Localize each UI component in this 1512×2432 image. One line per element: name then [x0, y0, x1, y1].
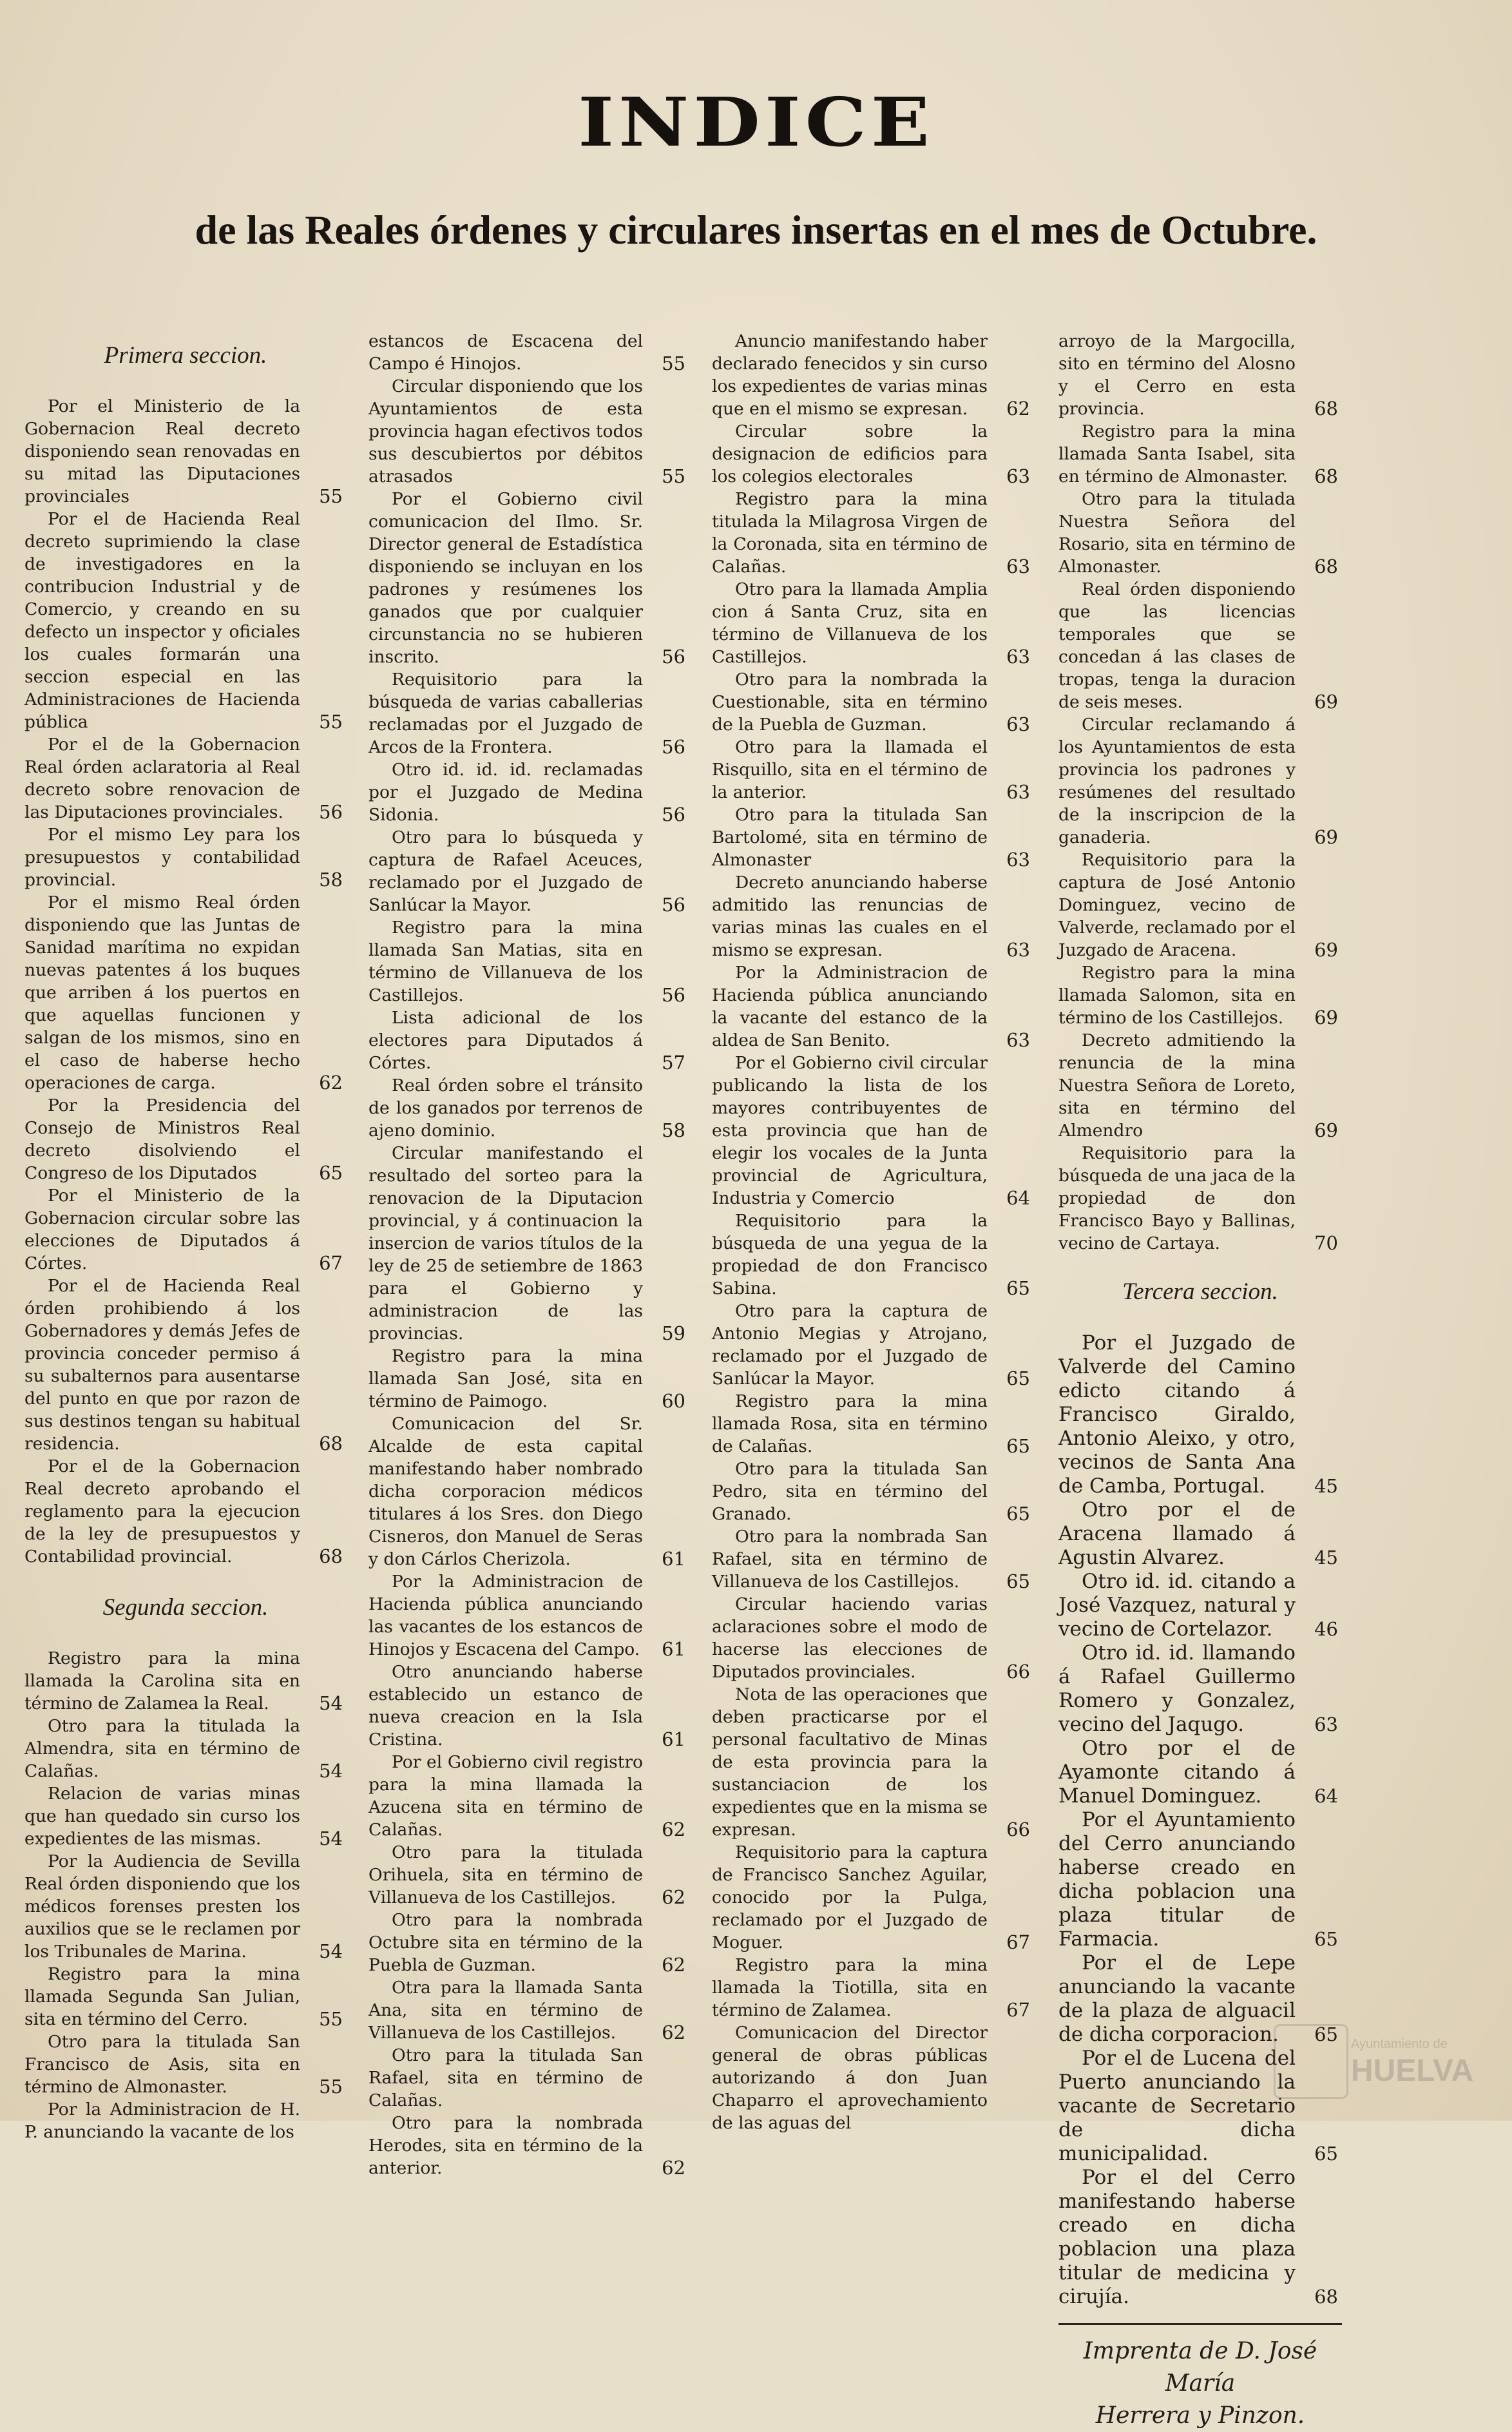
- page-number: 65: [1006, 1277, 1030, 1299]
- page-number: 63: [1006, 939, 1030, 961]
- index-entry: [24, 891, 347, 1094]
- index-entry: [1058, 1737, 1342, 1808]
- entry-text: Requisitorio para la captura de Francisco Sanchez Aguilar, conocido por la Pulga, reclamado por el Juzgado de Moguer.: [712, 1842, 988, 1953]
- page-number: 45: [1314, 1475, 1338, 1497]
- index-entry: [24, 1184, 347, 1275]
- index-entry: [712, 1841, 1034, 1954]
- entry-text: Otro para la nombrada Octubre sita en término de la Puebla de Guzman.: [368, 1910, 643, 1975]
- entry-text: Otro para lo búsqueda y captura de Rafael Aceuces, reclamado por el Juzgado de Sanlúcar la Mayor.: [368, 827, 643, 915]
- page-number: 68: [319, 1545, 343, 1567]
- entry-text: Otro por el de Aracena llamado á Agustin Alvarez.: [1058, 1498, 1296, 1569]
- entry-text: Por el del Cerro manifestando haberse creado en dicha poblacion una plaza titular de medicina y cirujía.: [1058, 2166, 1296, 2308]
- index-entry: [712, 668, 1034, 736]
- entries-col3: [712, 330, 1034, 2134]
- entry-text: Por la Presidencia del Consejo de Ministros Real decreto disolviendo el Congreso de los Diputados: [24, 1095, 300, 1183]
- index-entry: [712, 1210, 1034, 1300]
- entry-text: Otro id. id. id. reclamadas por el Juzgado de Medina Sidonia.: [368, 760, 643, 825]
- entry-text: Otro para la titulada San Rafael, sita en término de Calañas.: [368, 2045, 643, 2110]
- entry-text: Otro para la nombrada San Rafael, sita en término de Villanueva de los Castillejos.: [712, 1527, 988, 1592]
- index-entry: [368, 1661, 689, 1751]
- page-number: 62: [1006, 398, 1030, 420]
- entries-segunda: [24, 1647, 347, 2143]
- index-entry: [712, 1593, 1034, 1683]
- entry-text: Por el de la Gobernacion Real órden aclaratoria al Real decreto sobre renovacion de las Diputaciones provinciales.: [24, 735, 300, 822]
- page-title: INDICE: [578, 82, 934, 162]
- entry-text: estancos de Escacena del Campo é Hinojos.: [368, 331, 643, 374]
- index-entry: [712, 1458, 1034, 1525]
- index-entry: [712, 1683, 1034, 1841]
- entries-tercera: [1058, 1331, 1342, 2309]
- column-4: [1058, 330, 1342, 2432]
- page-number: 55: [662, 352, 685, 374]
- entry-text: Requisitorio para la captura de José Antonio Dominguez, vecino de Valverde, reclamado por el Juzgado de Aracena.: [1058, 850, 1296, 960]
- index-entry: [712, 1525, 1034, 1593]
- page-number: 69: [1314, 939, 1338, 961]
- page-number: 62: [662, 2157, 685, 2179]
- page-number: 56: [662, 736, 685, 758]
- entry-text: Por el de la Gobernacion Real decreto aprobando el reglamento para la ejecucion de la ley de presupuestos y Contabilidad provincial.: [24, 1456, 300, 1567]
- section-heading-primera: Primera seccion.: [104, 342, 267, 369]
- column-1: [24, 330, 347, 2143]
- entry-text: Circular sobre la designacion de edificios para los colegios electorales: [712, 421, 988, 487]
- page-number: 70: [1314, 1232, 1338, 1254]
- page-number: 62: [319, 1072, 343, 1094]
- entry-text: Nota de las operaciones que deben practicarse por el personal facultativo de Minas de esta provincia para la sustanciacion de los expedientes que en la misma se expresan.: [712, 1684, 988, 1840]
- index-entry: [368, 826, 689, 916]
- page-number: 69: [1314, 1119, 1338, 1141]
- index-entry: [24, 1850, 347, 1963]
- entry-text: Otro para la titulada Orihuela, sita en término de Villanueva de los Castillejos.: [368, 1842, 643, 1907]
- index-entry: [368, 1841, 689, 1909]
- page-number: 63: [1006, 713, 1030, 735]
- index-entry: [368, 1007, 689, 1074]
- page-number: 62: [662, 2022, 685, 2043]
- entry-text: Por el de Hacienda Real decreto suprimiendo la clase de investigadores en la contribucion Industrial y de Comercio, y creando en su defecto un inspector y oficiales los cuales formarán una seccion especial en las Administraciones de Hacienda pública: [24, 509, 300, 732]
- page-number: 69: [1314, 691, 1338, 713]
- index-entry: [1058, 420, 1342, 488]
- entry-text: Otro para la titulada San Bartolomé, sita en término de Almonaster: [712, 805, 988, 870]
- entry-text: Circular disponiendo que los Ayuntamientos de esta provincia hagan efectivos todos sus descubiertos por débitos atrasados: [368, 376, 643, 487]
- entry-text: Decreto admitiendo la renuncia de la mina Nuestra Señora de Loreto, sita en término del Almendro: [1058, 1030, 1296, 1141]
- entry-text: Requisitorio para la búsqueda de una yegua de la propiedad de don Francisco Sabina.: [712, 1211, 988, 1298]
- index-entry: [368, 375, 689, 488]
- page-number: 63: [1006, 1029, 1030, 1051]
- index-entry: [24, 1963, 347, 2031]
- page-number: 62: [662, 1954, 685, 1976]
- page-number: 64: [1006, 1187, 1030, 1209]
- index-entry: [1058, 1808, 1342, 1951]
- index-entry: [712, 1954, 1034, 2022]
- entry-text: Por la Administracion de Hacienda pública anunciando las vacantes de los estancos de Hinojos y Escacena del Campo.: [368, 1572, 643, 1659]
- entry-text: Otro para la titulada San Francisco de Asis, sita en término de Almonaster.: [24, 2032, 300, 2097]
- entry-text: Comunicacion del Sr. Alcalde de esta capital manifestando haber nombrado dicha corporacion médicos titulares á los Sres. don Diego Cisneros, don Manuel de Seras y don Cárlos Cherizola.: [368, 1414, 643, 1569]
- page-number: 66: [1006, 1819, 1030, 1840]
- entry-text: Circular manifestando el resultado del sorteo para la renovacion de la Diputacion provincial, y á continuacion la insercion de varios títulos de la ley de 25 de setiembre de 1863 para el Gobierno y administracion de las provincias.: [368, 1143, 643, 1344]
- entry-text: Por el de Lepe anunciando la vacante de la plaza de alguacil de dicha corporacion.: [1058, 1951, 1296, 2046]
- page-number: 63: [1006, 849, 1030, 871]
- index-entry: [712, 1052, 1034, 1210]
- entry-text: Por el Ministerio de la Gobernacion Real decreto disponiendo sean renovadas en su mitad las Diputaciones provinciales: [24, 396, 300, 507]
- entry-text: Por el mismo Real órden disponiendo que las Juntas de Sanidad marítima no expidan nuevas patentes á los buques que arriben á los puertos en que aquellas funcionen y salgan de los mismos, sino en el caso de haberse hecho operaciones de carga.: [24, 893, 300, 1093]
- index-entry: [1058, 961, 1342, 1029]
- page-number: 58: [662, 1119, 685, 1141]
- page-number: 67: [319, 1252, 343, 1274]
- index-entry: [712, 330, 1034, 420]
- page-number: 68: [319, 1433, 343, 1454]
- page-number: 63: [1006, 465, 1030, 487]
- watermark-small-text: Ayuntamiento de: [1351, 2037, 1448, 2051]
- page-number: 68: [1314, 398, 1338, 420]
- entry-text: Otro id. id. llamando á Rafael Guillermo Romero y Gonzalez, vecino del Jaqugo.: [1058, 1641, 1296, 1736]
- index-entry: [24, 1782, 347, 1850]
- entry-text: Registro para la mina llamada San José, sita en término de Paimogo.: [368, 1346, 643, 1411]
- index-entry: [712, 871, 1034, 961]
- page-number: 65: [1314, 2143, 1338, 2165]
- index-entry: [368, 668, 689, 758]
- entry-text: arroyo de la Margocilla, sito en término del Alosno y el Cerro en esta provincia.: [1058, 331, 1296, 419]
- page-number: 55: [319, 711, 343, 733]
- entry-text: Otro id. id. citando a José Vazquez, natural y vecino de Cortelazor.: [1058, 1570, 1296, 1641]
- entry-text: Registro para la mina llamada Salomon, sita en término de los Castillejos.: [1058, 963, 1296, 1028]
- entries-col2: [368, 330, 689, 2179]
- divider-rule: [1058, 2323, 1342, 2325]
- entry-text: Requisitorio para la búsqueda de varias caballerias reclamadas por el Juzgado de Arcos de la Frontera.: [368, 670, 643, 757]
- archive-watermark: [1274, 2024, 1473, 2095]
- printer-line-1: Imprenta de D. José María: [1083, 2338, 1317, 2397]
- entry-text: Por el de Lucena del Puerto anunciando la vacante de Secretario de dicha municipalidad.: [1058, 2047, 1296, 2165]
- page-number: 66: [1006, 1661, 1030, 1683]
- index-entry: [368, 1413, 689, 1570]
- index-entry: [712, 804, 1034, 871]
- entry-text: Otro para la nombrada la Cuestionable, sita en término de la Puebla de Guzman.: [712, 670, 988, 735]
- entries-primera: [24, 395, 347, 1568]
- entry-text: Requisitorio para la búsqueda de una jaca de la propiedad de don Francisco Bayo y Ballinas, vecino de Cartaya.: [1058, 1143, 1296, 1253]
- entry-text: Por el mismo Ley para los presupuestos y contabilidad provincial.: [24, 825, 300, 890]
- entries-col4: [1058, 330, 1342, 1255]
- entry-text: Por la Audiencia de Sevilla Real órden disponiendo que los médicos forenses presten los auxilios que se le reclamen por los Tribunales de Marina.: [24, 1851, 300, 1962]
- printer-line-2: Herrera y Pinzon.: [1095, 2402, 1305, 2429]
- page-number: 56: [662, 984, 685, 1006]
- column-2: [368, 330, 689, 2179]
- entry-text: Registro para la mina llamada Segunda San Julian, sita en término del Cerro.: [24, 1964, 300, 2029]
- entry-text: Registro para la mina titulada la Milagrosa Virgen de la Coronada, sita en término de Calañas.: [712, 489, 988, 577]
- index-entry: [368, 1570, 689, 1661]
- index-entry: [368, 1074, 689, 1142]
- entry-text: Circular reclamando á los Ayuntamientos de esta provincia los padrones y resúmenes del resultado de la inscripcion de la ganaderia.: [1058, 715, 1296, 847]
- page-number: 61: [662, 1638, 685, 1660]
- entry-text: Registro para la mina llamada Rosa, sita en término de Calañas.: [712, 1391, 988, 1456]
- page-number: 63: [1006, 646, 1030, 668]
- entry-text: Real órden sobre el tránsito de los ganados por terrenos de ajeno dominio.: [368, 1076, 643, 1141]
- page-number: 62: [662, 1819, 685, 1840]
- entry-text: Otro para la titulada la Almendra, sita en término de Calañas.: [24, 1716, 300, 1781]
- page-number: 67: [1006, 1931, 1030, 1953]
- entry-text: Anuncio manifestando haber declarado fenecidos y sin curso los expedientes de varias minas que en el mismo se expresan.: [712, 331, 988, 419]
- page-number: 68: [1314, 555, 1338, 577]
- entry-text: Relacion de varias minas que han quedado sin curso los expedientes de las mismas.: [24, 1784, 300, 1849]
- index-entry: [1058, 488, 1342, 578]
- entry-text: Otro para la captura de Antonio Megias y Atrojano, reclamado por el Juzgado de Sanlúcar la Mayor.: [712, 1301, 988, 1389]
- page-number: 56: [319, 801, 343, 823]
- entry-text: Decreto anunciando haberse admitido las renuncias de varias minas las cuales en el mismo se expresan.: [712, 873, 988, 960]
- index-entry: [24, 508, 347, 733]
- page-number: 69: [1314, 826, 1338, 848]
- index-entry: [368, 758, 689, 826]
- index-entry: [1058, 1142, 1342, 1255]
- page-number: 56: [662, 646, 685, 668]
- page-number: 57: [662, 1052, 685, 1074]
- page-number: 62: [662, 1886, 685, 1908]
- page-number: 56: [662, 894, 685, 916]
- entry-text: Por el Juzgado de Valverde del Camino edicto citando á Francisco Giraldo, Antonio Aleixo, y otro, vecinos de Santa Ana de Camba, Portugal.: [1058, 1331, 1296, 1498]
- index-entry: [24, 1647, 347, 1715]
- index-entry: [1058, 578, 1342, 713]
- index-entry: [712, 736, 1034, 804]
- page-number: 61: [662, 1548, 685, 1570]
- page-number: 68: [1314, 2286, 1338, 2308]
- entry-text: Otro anunciando haberse establecido un estanco de nueva creacion en la Isla Cristina.: [368, 1662, 643, 1750]
- index-entry: [712, 1300, 1034, 1390]
- index-entry: [368, 488, 689, 668]
- index-entry: [368, 2112, 689, 2179]
- entry-text: Registro para la mina llamada Santa Isabel, sita en término de Almonaster.: [1058, 421, 1296, 487]
- entry-text: Por la Administracion de Hacienda pública anunciando la vacante del estanco de la aldea de San Benito.: [712, 963, 988, 1050]
- page-number: 65: [319, 1162, 343, 1184]
- entry-text: Registro para la mina llamada la Tiotilla, sita en término de Zalamea.: [712, 1955, 988, 2020]
- index-entry: [1058, 1570, 1342, 1641]
- entry-text: Por el Ministerio de la Gobernacion circular sobre las elecciones de Diputados á Córtes.: [24, 1186, 300, 1273]
- page-number: 55: [319, 2008, 343, 2030]
- index-entry: [368, 1345, 689, 1413]
- index-entry: [712, 1390, 1034, 1458]
- page-number: 46: [1314, 1618, 1338, 1640]
- index-entry: [712, 488, 1034, 578]
- entry-text: Otro para la nombrada Herodes, sita en término de la anterior.: [368, 2113, 643, 2178]
- index-entry: [24, 395, 347, 508]
- index-entry: [712, 578, 1034, 668]
- entry-text: Por el Ayuntamiento del Cerro anunciando haberse creado en dicha poblacion una plaza titular de Farmacia.: [1058, 1808, 1296, 1951]
- page-number: 45: [1314, 1547, 1338, 1568]
- page-number: 55: [319, 485, 343, 507]
- page-number: 54: [319, 1828, 343, 1849]
- page-number: 61: [662, 1728, 685, 1750]
- index-entry: [24, 2031, 347, 2098]
- entry-text: Otra para la llamada Santa Ana, sita en término de Villanueva de los Castillejos.: [368, 1978, 643, 2043]
- index-entry: [24, 1275, 347, 1455]
- index-entry: [24, 1715, 347, 1782]
- page-number: 69: [1314, 1007, 1338, 1028]
- entry-text: Otro para la llamada el Risquillo, sita en el término de la anterior.: [712, 737, 988, 802]
- page-number: 59: [662, 1322, 685, 1344]
- page-number: 55: [319, 2076, 343, 2098]
- index-entry: [1058, 1331, 1342, 1498]
- page-number: 64: [1314, 1785, 1338, 1807]
- entry-text: Por el Gobierno civil comunicacion del Ilmo. Sr. Director general de Estadística disponiendo se incluyan en los padrones y resúmenes los ganados que por cualquier circunstancia no se hubieren inscrito.: [368, 489, 643, 667]
- index-entry: [24, 1455, 347, 1568]
- page-number: 63: [1006, 555, 1030, 577]
- page-subtitle: de las Reales órdenes y circulares insertas en el mes de Octubre.: [195, 207, 1317, 253]
- index-entry: [368, 2044, 689, 2112]
- page-number: 58: [319, 869, 343, 891]
- coat-of-arms-icon: [1274, 2024, 1348, 2099]
- page-number: 56: [662, 804, 685, 825]
- index-entry: [368, 330, 689, 375]
- page-number: 55: [662, 465, 685, 487]
- page-number: 54: [319, 1692, 343, 1714]
- page-number: 67: [1006, 1999, 1030, 2021]
- index-entry: [368, 1142, 689, 1345]
- entry-text: Por el Gobierno civil registro para la mina llamada la Azucena sita en término de Calañas.: [368, 1752, 643, 1840]
- entry-text: Por el Gobierno civil circular publicando la lista de los mayores contribuyentes de esta provincia que han de elegir los vocales de la Junta provincial de Agricultura, Industria y Comercio: [712, 1053, 988, 1208]
- index-entry: [368, 1976, 689, 2044]
- index-entry: [1058, 713, 1342, 849]
- page-number: 65: [1006, 1503, 1030, 1525]
- entry-text: Por el de Hacienda Real órden prohibiendo á los Gobernadores y demás Jefes de provincia conceder permiso á su subalternos para ausentarse del punto en que por razon de sus destinos tengan su habitual residencia.: [24, 1276, 300, 1454]
- page-number: 65: [1006, 1435, 1030, 1457]
- column-3: [712, 330, 1034, 2134]
- entry-text: Otro por el de Ayamonte citando á Manuel Dominguez.: [1058, 1737, 1296, 1808]
- page-number: 65: [1314, 2023, 1338, 2045]
- index-entry: [368, 916, 689, 1007]
- page-number: 54: [319, 1940, 343, 1962]
- entry-text: Otro para la titulada San Pedro, sita en término del Granado.: [712, 1459, 988, 1524]
- page-number: 54: [319, 1760, 343, 1782]
- index-entry: [712, 2022, 1034, 2134]
- page-number: 63: [1006, 781, 1030, 803]
- entry-text: Registro para la mina llamada San Matias, sita en término de Villanueva de los Castillejos.: [368, 918, 643, 1005]
- section-heading-tercera: Tercera seccion.: [1122, 1279, 1278, 1305]
- index-entry: [712, 961, 1034, 1052]
- page-number: 65: [1314, 1928, 1338, 1950]
- entry-text: Comunicacion del Director general de obras públicas autorizando á don Juan Chaparro el aprovechamiento de las aguas del: [712, 2023, 988, 2133]
- index-entry: [1058, 849, 1342, 961]
- page-number: 63: [1314, 1713, 1338, 1735]
- index-entry: [368, 1751, 689, 1841]
- index-entry: [24, 733, 347, 824]
- entry-text: Lista adicional de los electores para Diputados á Córtes.: [368, 1008, 643, 1073]
- section-heading-segunda: Segunda seccion.: [102, 1594, 269, 1621]
- index-entry: [24, 1094, 347, 1184]
- entry-text: Registro para la mina llamada la Carolina sita en término de Zalamea la Real.: [24, 1648, 300, 1713]
- page-number: 68: [1314, 465, 1338, 487]
- index-entry: [1058, 1029, 1342, 1142]
- entry-text: Circular haciendo varias aclaraciones sobre el modo de hacerse las elecciones de Diputados provinciales.: [712, 1594, 988, 1682]
- watermark-big-text: HUELVA: [1351, 2054, 1474, 2088]
- index-entry: [368, 1909, 689, 1976]
- page-number: 65: [1006, 1367, 1030, 1389]
- index-entry: [24, 824, 347, 891]
- page-number: 65: [1006, 1570, 1030, 1592]
- printer-imprint: [1058, 2335, 1342, 2432]
- page-number: 60: [662, 1390, 685, 1412]
- index-entry: [1058, 1641, 1342, 1737]
- entry-text: Otro para la llamada Amplia cion á Santa Cruz, sita en término de Villanueva de los Castillejos.: [712, 579, 988, 667]
- index-entry: [1058, 330, 1342, 420]
- entry-text: Por la Administracion de H. P. anunciando la vacante de los: [24, 2099, 300, 2142]
- index-entry: [24, 2098, 347, 2143]
- index-entry: [1058, 1498, 1342, 1570]
- index-entry: [712, 420, 1034, 488]
- index-entry: [1058, 2166, 1342, 2309]
- entry-text: Otro para la titulada Nuestra Señora del Rosario, sita en término de Almonaster.: [1058, 489, 1296, 577]
- entry-text: Real órden disponiendo que las licencias temporales que se concedan á las clases de tropas, tenga la duracion de seis meses.: [1058, 579, 1296, 712]
